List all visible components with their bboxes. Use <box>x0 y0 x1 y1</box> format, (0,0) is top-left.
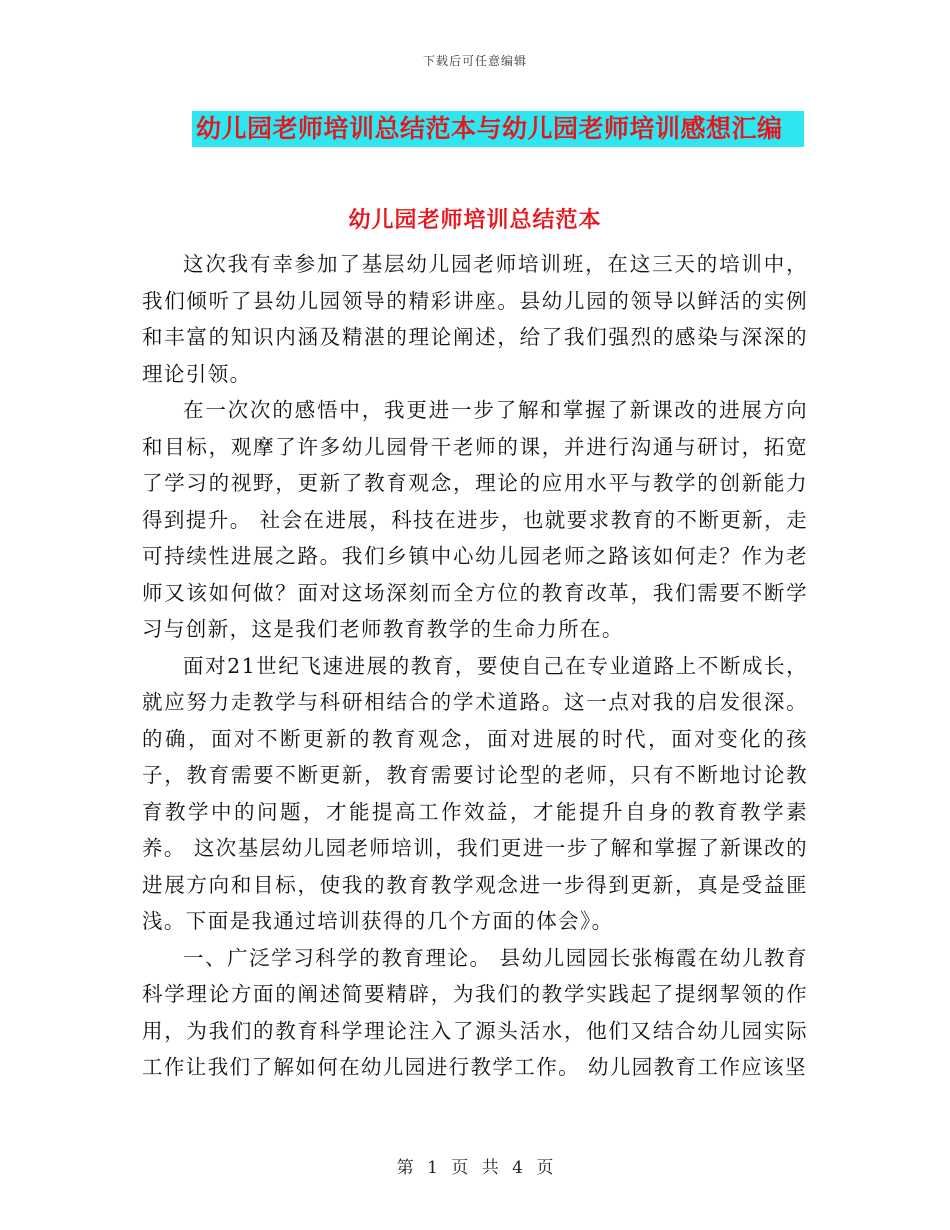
paragraph: 这次我有幸参加了基层幼儿园老师培训班，在这三天的培训中，我们倾听了县幼儿园领导的精彩讲座。县幼儿园的领导以鲜活的实例和丰富的知识内涵及精湛的理论阐述，给了我们强烈的感染与深深的理论引领。 <box>142 252 808 386</box>
page-footer-mid: 页 <box>451 1158 469 1178</box>
page-number-total: 4 <box>512 1158 523 1178</box>
page-footer-suffix: 页 <box>536 1158 554 1178</box>
page-number-current: 1 <box>427 1158 438 1178</box>
document-title: 幼儿园老师培训总结范本与幼儿园老师培训感想汇编 <box>196 114 783 143</box>
document-title-highlight <box>192 111 804 147</box>
paragraph: 在一次次的感悟中，我更进一步了解和掌握了新课改的进展方向和目标，观摩了许多幼儿园骨干老师的课，并进行沟通与研讨，拓宽了学习的视野，更新了教育观念，理论的应用水平与教学的创新能力得到提升。 社会在进展，科技在进步，也就要求教育的不断更新，走可持续性进展之路。我们乡镇中心幼儿园老师之路该如何走？作为老师又该如何做？面对这场深刻而全方位的教育改革，我们需要不断学习与创新，这是我们老师教育教学的生命力所在。 <box>142 398 808 641</box>
page-footer <box>0 1153 950 1178</box>
paragraph: 面对21世纪飞速进展的教育，要使自己在专业道路上不断成长，就应努力走教学与科研相结合的学术道路。这一点对我的启发很深。的确，面对不断更新的教育观念，面对进展的时代，面对变化的孩子，教育需要不断更新，教育需要讨论型的老师，只有不断地讨论教育教学中的问题，才能提高工作效益，才能提升自身的教育教学素养。 这次基层幼儿园老师培训，我们更进一步了解和掌握了新课改的进展方向和目标，使我的教育教学观念进一步得到更新，真是受益匪浅。下面是我通过培训获得的几个方面的体会》。 <box>142 653 808 933</box>
document-body <box>142 246 808 1086</box>
page-footer-prefix: 第 <box>396 1158 414 1178</box>
page-footer-total-prefix: 共 <box>481 1158 499 1178</box>
section-title: 幼儿园老师培训总结范本 <box>348 207 602 233</box>
paragraph: 一、广泛学习科学的教育理论。 县幼儿园园长张梅霞在幼儿教育科学理论方面的阐述简要精辟，为我们的教学实践起了提纲挈领的作用，为我们的教育科学理论注入了源头活水，他们又结合幼儿园实际工作让我们了解如何在幼儿园进行教学工作。 幼儿园教育工作应该坚 <box>142 945 808 1079</box>
page-header-note: 下载后可任意编辑 <box>422 54 527 68</box>
